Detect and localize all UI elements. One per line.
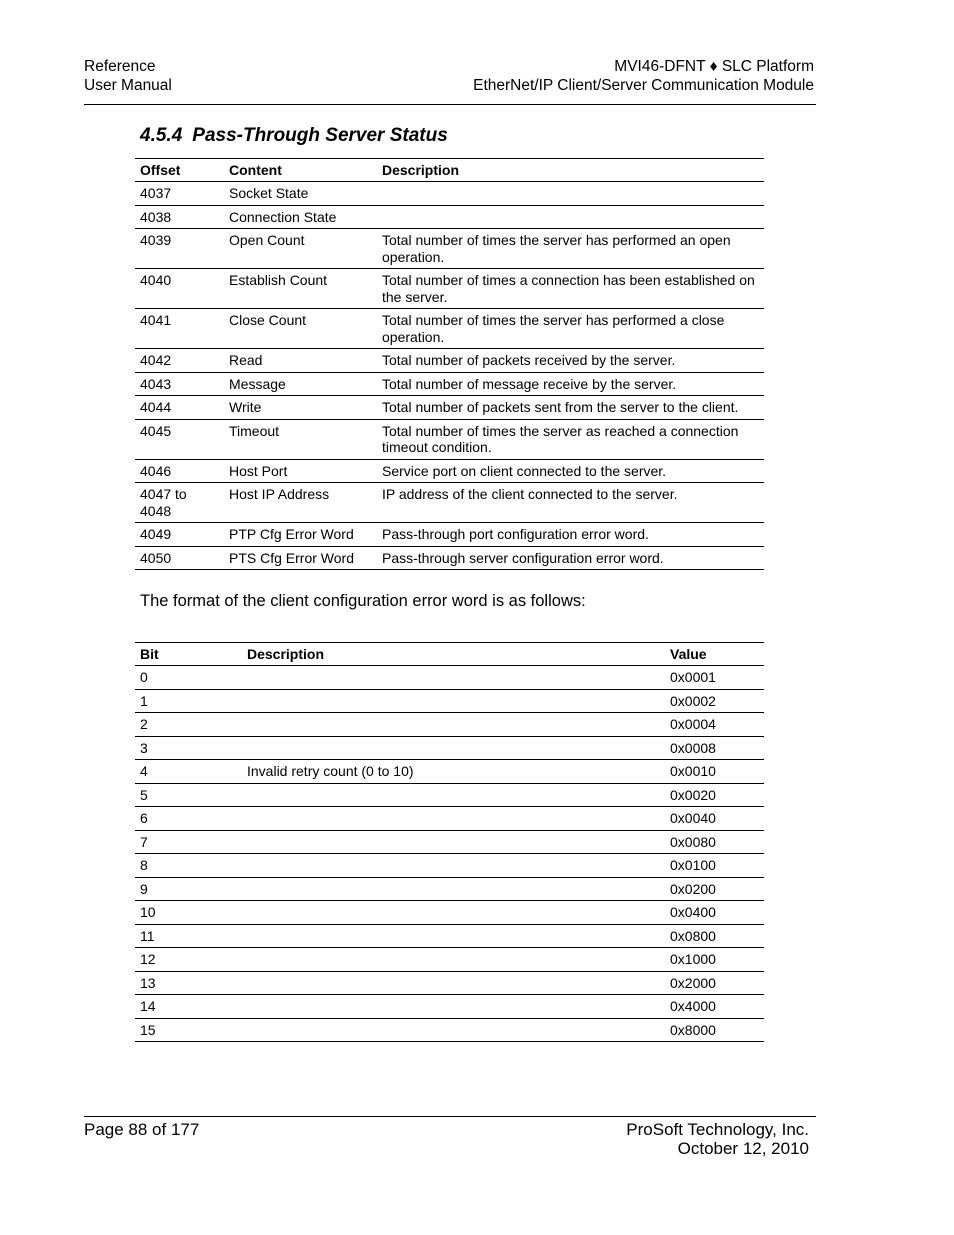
error-word-bit-table [135,642,764,1042]
table-row [135,807,764,831]
column-header-description: Description [242,643,665,666]
cell-description [242,713,665,737]
cell-description [377,182,764,206]
cell-description [377,205,764,229]
cell-value: 0x0400 [665,901,764,925]
table-row [135,971,764,995]
cell-bit: 8 [135,854,242,878]
header-product: MVI46-DFNT ♦ SLC Platform [614,58,814,75]
cell-description: Total number of times the server has performed a close operation. [377,309,764,349]
column-header-value: Value [665,643,764,666]
cell-value: 0x1000 [665,948,764,972]
cell-content: PTP Cfg Error Word [224,523,377,547]
table-row [135,483,764,523]
cell-value: 0x0080 [665,830,764,854]
header-divider [84,104,816,105]
cell-content: Open Count [224,229,377,269]
footer-date: October 12, 2010 [677,1139,809,1158]
cell-bit: 0 [135,666,242,690]
cell-bit: 7 [135,830,242,854]
cell-value: 0x0020 [665,783,764,807]
cell-description [242,948,665,972]
cell-description [242,971,665,995]
cell-description [242,854,665,878]
table-header-row [135,159,764,182]
cell-value: 0x8000 [665,1018,764,1042]
column-header-description: Description [377,159,764,182]
status-table-body [135,182,764,570]
cell-bit: 14 [135,995,242,1019]
cell-bit: 13 [135,971,242,995]
cell-content: Read [224,349,377,373]
cell-content: Close Count [224,309,377,349]
column-header-offset: Offset [135,159,224,182]
cell-description: Total number of message receive by the server. [377,372,764,396]
table-row [135,689,764,713]
section-title: Pass-Through Server Status [192,125,448,146]
table-header-row [135,643,764,666]
cell-content: Connection State [224,205,377,229]
header-left [84,57,172,95]
cell-bit: 6 [135,807,242,831]
cell-description [242,924,665,948]
table-row [135,269,764,309]
table-row [135,349,764,373]
cell-offset: 4045 [135,419,224,459]
cell-offset: 4049 [135,523,224,547]
column-header-bit: Bit [135,643,242,666]
footer-right [626,1120,809,1158]
table-row [135,1018,764,1042]
cell-value: 0x0008 [665,736,764,760]
cell-value: 0x0001 [665,666,764,690]
table-row [135,523,764,547]
table-row [135,830,764,854]
body-paragraph: The format of the client configuration error word is as follows: [140,592,586,610]
cell-offset: 4043 [135,372,224,396]
cell-description: Total number of packets sent from the server to the client. [377,396,764,420]
cell-value: 0x0200 [665,877,764,901]
cell-content: Host Port [224,459,377,483]
cell-description: Total number of times a connection has been established on the server. [377,269,764,309]
cell-offset: 4046 [135,459,224,483]
cell-bit: 4 [135,760,242,784]
table-row [135,736,764,760]
section-number: 4.5.4 [140,125,183,146]
cell-bit: 3 [135,736,242,760]
bit-table-body [135,666,764,1042]
table-row [135,229,764,269]
cell-value: 0x2000 [665,971,764,995]
header-manual-type: User Manual [84,77,172,94]
table-row [135,995,764,1019]
cell-description [242,783,665,807]
table-row [135,760,764,784]
cell-bit: 12 [135,948,242,972]
cell-bit: 1 [135,689,242,713]
cell-bit: 11 [135,924,242,948]
header-doc-type: Reference [84,58,156,75]
cell-description: Invalid retry count (0 to 10) [242,760,665,784]
cell-description [242,736,665,760]
cell-offset: 4039 [135,229,224,269]
cell-offset: 4050 [135,546,224,570]
cell-description: Total number of times the server as reached a connection timeout condition. [377,419,764,459]
cell-content: Write [224,396,377,420]
cell-offset: 4037 [135,182,224,206]
footer-company: ProSoft Technology, Inc. [626,1120,809,1139]
table-row [135,459,764,483]
cell-offset: 4041 [135,309,224,349]
column-header-content: Content [224,159,377,182]
cell-value: 0x0040 [665,807,764,831]
cell-description [242,877,665,901]
section-heading [140,125,448,147]
cell-offset: 4038 [135,205,224,229]
cell-content: Timeout [224,419,377,459]
cell-content: Host IP Address [224,483,377,523]
cell-bit: 9 [135,877,242,901]
cell-description: Pass-through port configuration error word. [377,523,764,547]
cell-bit: 2 [135,713,242,737]
cell-description [242,666,665,690]
cell-content: Socket State [224,182,377,206]
table-row [135,396,764,420]
table-row [135,666,764,690]
table-row [135,546,764,570]
table-row [135,309,764,349]
cell-value: 0x4000 [665,995,764,1019]
cell-description: Pass-through server configuration error word. [377,546,764,570]
cell-content: Establish Count [224,269,377,309]
table-row [135,924,764,948]
cell-description: Total number of times the server has performed an open operation. [377,229,764,269]
cell-offset: 4042 [135,349,224,373]
header-module: EtherNet/IP Client/Server Communication Module [473,77,814,94]
table-row [135,854,764,878]
cell-value: 0x0010 [665,760,764,784]
cell-description: Total number of packets received by the server. [377,349,764,373]
cell-offset: 4040 [135,269,224,309]
cell-content: PTS Cfg Error Word [224,546,377,570]
table-row [135,948,764,972]
cell-value: 0x0800 [665,924,764,948]
cell-bit: 10 [135,901,242,925]
cell-description [242,995,665,1019]
cell-value: 0x0100 [665,854,764,878]
cell-description [242,807,665,831]
footer-divider [84,1116,816,1117]
cell-value: 0x0004 [665,713,764,737]
cell-offset: 4044 [135,396,224,420]
table-row [135,901,764,925]
pass-through-status-table [135,158,764,570]
cell-description [242,689,665,713]
table-row [135,877,764,901]
cell-bit: 5 [135,783,242,807]
cell-description: IP address of the client connected to the server. [377,483,764,523]
cell-offset: 4047 to 4048 [135,483,224,523]
cell-content: Message [224,372,377,396]
cell-description [242,830,665,854]
cell-value: 0x0002 [665,689,764,713]
table-row [135,182,764,206]
page-number: Page 88 of 177 [84,1120,200,1139]
table-row [135,419,764,459]
cell-description [242,1018,665,1042]
cell-bit: 15 [135,1018,242,1042]
table-row [135,713,764,737]
cell-description [242,901,665,925]
table-row [135,372,764,396]
cell-description: Service port on client connected to the server. [377,459,764,483]
table-row [135,783,764,807]
table-row [135,205,764,229]
header-right [473,57,814,95]
